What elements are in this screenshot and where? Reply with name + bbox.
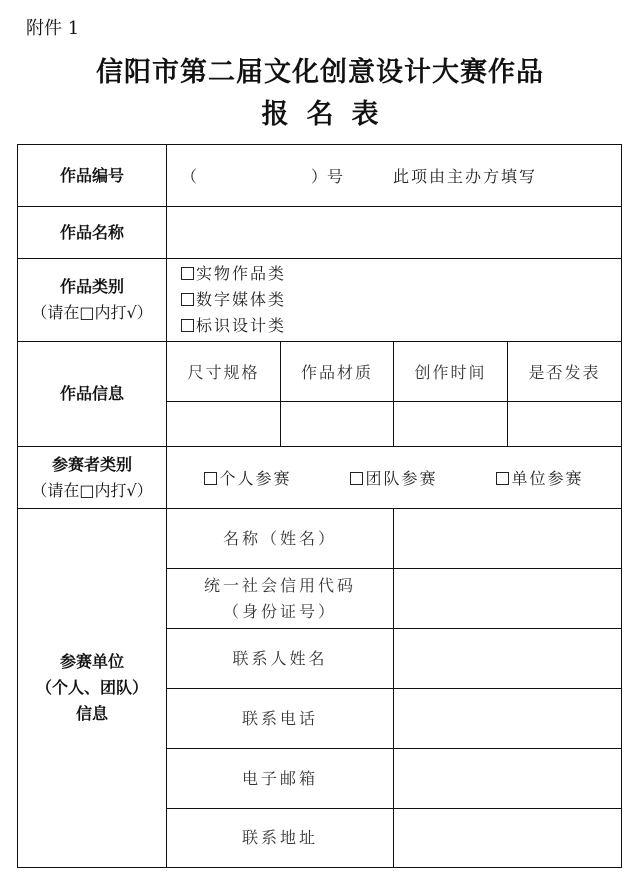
work-info-label: 作品信息 — [18, 342, 167, 447]
participant-type-label-cell — [18, 447, 167, 509]
col-size: 尺寸规格 — [167, 342, 281, 402]
work-name-label: 作品名称 — [18, 207, 167, 259]
checkbox-icon[interactable] — [204, 472, 217, 485]
col-date: 创作时间 — [394, 342, 508, 402]
category-option-physical[interactable] — [181, 261, 621, 287]
field-email-input[interactable] — [394, 749, 622, 809]
category-option-logo[interactable] — [181, 313, 621, 339]
field-email-label — [167, 749, 394, 809]
row-participant-name — [18, 509, 622, 569]
participant-type-options — [167, 447, 622, 509]
participant-option-label: 个人参赛 — [219, 469, 292, 488]
field-label-text: 统一社会信用代码 — [203, 575, 356, 595]
work-number-paren-close: ）号 — [311, 167, 344, 186]
form-subtitle: 报名表 — [261, 99, 397, 130]
checkbox-icon[interactable] — [181, 319, 194, 332]
work-number-label: 作品编号 — [18, 145, 167, 207]
field-name-label — [167, 509, 394, 569]
checkbox-icon[interactable] — [181, 267, 194, 280]
checkbox-icon[interactable] — [496, 472, 509, 485]
work-name-field[interactable] — [167, 207, 622, 259]
attachment-label: 附件 1 — [26, 18, 80, 39]
field-label-text: 名称（姓名） — [222, 528, 337, 548]
participant-info-label-cell — [18, 509, 167, 868]
work-number-field[interactable] — [167, 145, 622, 207]
participant-type-hint: （请在□内打√） — [31, 480, 153, 500]
row-work-category — [18, 259, 622, 342]
work-category-options — [167, 259, 622, 342]
field-label-subtext: （身份证号） — [222, 601, 337, 621]
field-credit-code-label — [167, 569, 394, 629]
participant-info-label: 参赛单位 — [59, 652, 124, 671]
row-participant-type — [18, 447, 622, 509]
participant-info-label-sub: （个人、团队） — [35, 678, 148, 697]
field-label-text: 联系电话 — [241, 708, 318, 728]
checkbox-icon[interactable] — [181, 293, 194, 306]
work-category-label-cell — [18, 259, 167, 342]
checkbox-icon[interactable] — [350, 472, 363, 485]
work-number-note: 此项由主办方填写 — [393, 167, 538, 186]
work-category-hint: （请在□内打√） — [31, 303, 153, 322]
date-field[interactable] — [394, 402, 508, 447]
field-label-text: 联系人姓名 — [232, 648, 328, 668]
participant-type-label: 参赛者类别 — [51, 454, 132, 474]
material-field[interactable] — [281, 402, 394, 447]
work-number-paren-open: （ — [181, 167, 198, 186]
field-address-label — [167, 809, 394, 868]
field-name-input[interactable] — [394, 509, 622, 569]
participant-option-individual[interactable] — [204, 466, 291, 489]
published-field[interactable] — [508, 402, 622, 447]
col-published: 是否发表 — [508, 342, 622, 402]
field-phone-input[interactable] — [394, 689, 622, 749]
row-work-name — [18, 207, 622, 259]
field-contact-input[interactable] — [394, 629, 622, 689]
field-label-text: 电子邮箱 — [241, 768, 318, 788]
field-contact-label — [167, 629, 394, 689]
field-credit-code-input[interactable] — [394, 569, 622, 629]
participant-option-organization[interactable] — [496, 466, 583, 489]
row-work-number — [18, 145, 622, 207]
field-address-input[interactable] — [394, 809, 622, 868]
category-option-label: 数字媒体类 — [196, 290, 287, 309]
work-category-label: 作品类别 — [59, 277, 124, 296]
participant-option-label: 单位参赛 — [511, 469, 584, 488]
size-field[interactable] — [167, 402, 281, 447]
registration-table — [17, 144, 622, 868]
field-phone-label — [167, 689, 394, 749]
category-option-digital[interactable] — [181, 287, 621, 313]
row-work-info-header — [18, 342, 622, 402]
col-material: 作品材质 — [281, 342, 394, 402]
participant-option-team[interactable] — [350, 466, 437, 489]
category-option-label: 实物作品类 — [196, 264, 287, 283]
participant-option-label: 团队参赛 — [365, 469, 438, 488]
category-option-label: 标识设计类 — [196, 316, 287, 335]
participant-info-label-end: 信息 — [75, 704, 108, 723]
form-title: 信阳市第二届文化创意设计大赛作品 — [96, 57, 544, 88]
field-label-text: 联系地址 — [241, 828, 318, 847]
